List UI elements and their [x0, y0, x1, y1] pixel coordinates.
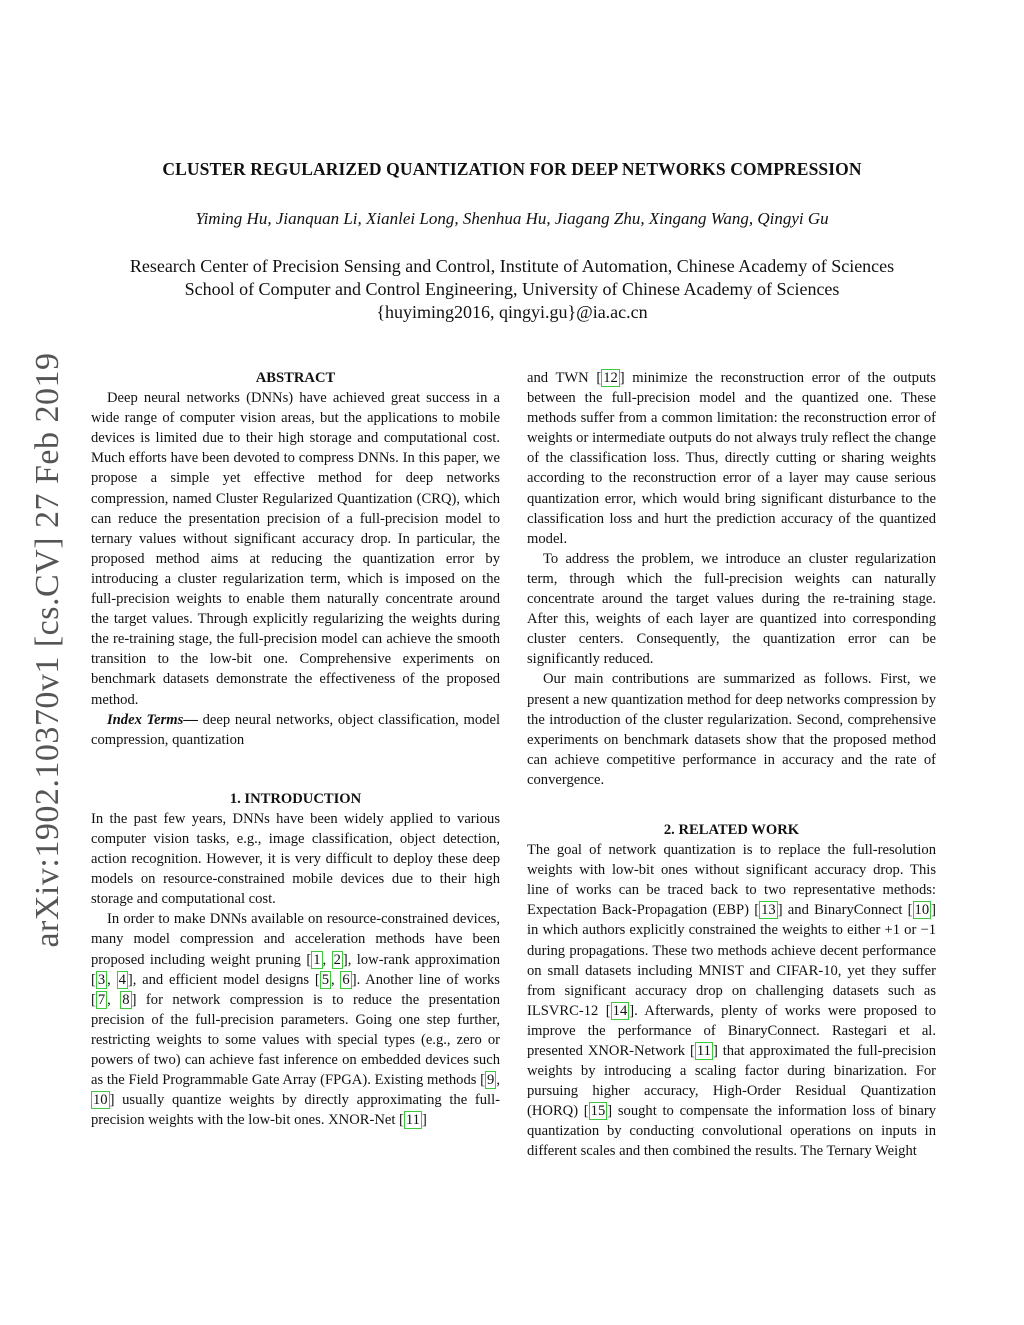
citation-link[interactable]: 11: [405, 1112, 420, 1129]
text-run: ,: [496, 1072, 500, 1089]
related-work-heading: 2. RELATED WORK: [663, 821, 800, 838]
citation-link[interactable]: 3: [97, 971, 106, 988]
text-run: ] minimize the reconstruction error of the outputs between the full-precision model and the quantized one. These methods suffer from a common limitation: the reconstruction error of weights or intermediate outputs do not always truly reflect the change of the classification loss. Thus, directly cutting or sharing weights according to the reconstruction error of a layer may cause serious quantization error, which would bring significant disturbance to the classification loss and hurt the prediction accuracy of the quantized model.: [527, 370, 936, 547]
citation-link[interactable]: 1: [313, 951, 321, 968]
arxiv-identifier: arXiv:1902.10370v1 [cs.CV] 27 Feb 2019: [29, 352, 66, 948]
citation-link[interactable]: 4: [118, 971, 126, 988]
problem-paragraph: To address the problem, we introduce an cluster regularization term, through which the full-precision weights can naturally concentrate around the target values during the re-training stage. After this, weights of each layer are quantized into corresponding cluster centers. Consequently, the quantization error can be significantly reduced.: [527, 550, 936, 668]
text-run: ] for network compression is to reduce the presentation precision of the full-precision parameters. Going one step further, restricting weights to some values with special types (e.g., zero or powers of two) can achieve fast inference on embedded devices such as the Field Programmable Gate Array (FPGA). Existing methods [: [91, 991, 500, 1089]
text-run: ]. Afterwards, plenty of works were proposed to improve the performance of BinaryConnect. Rastegari et al. presented XNOR-Network [: [527, 1002, 936, 1059]
text-run: ], and efficient model designs [: [127, 971, 320, 988]
paper-title: CLUSTER REGULARIZED QUANTIZATION FOR DEEP NETWORKS COMPRESSION: [162, 159, 862, 179]
author-email: {huyiming2016, qingyi.gu}@ia.ac.cn: [376, 302, 648, 322]
text-run: ]: [421, 1112, 427, 1129]
citation-link[interactable]: 12: [603, 370, 618, 386]
text-run: ,: [107, 991, 121, 1008]
citation-link[interactable]: 8: [122, 991, 130, 1008]
text-run: ]. Another line of works [: [91, 971, 500, 1008]
text-run: ] usually quantize weights by directly approximating the full-precision weights with the low-bit ones. XNOR-Net [: [91, 1092, 500, 1129]
citation-link[interactable]: 2: [333, 951, 341, 968]
related-work-paragraph: [527, 840, 936, 1162]
citation-link[interactable]: 6: [342, 971, 350, 988]
index-terms: [91, 710, 500, 750]
introduction-heading: 1. INTRODUCTION: [229, 790, 362, 807]
text-run: The goal of network quantization is to replace the full-resolution weights with low-bit ones without significant accuracy drop. This line of works can be traced back to two representative methods: Expectation Back-Propagation (EBP) [: [527, 842, 936, 919]
affiliation-line-2: School of Computer and Control Engineering, University of Chinese Academy of Sciences: [184, 279, 840, 299]
left-column: [91, 368, 500, 1130]
author-list: Yiming Hu, Jianquan Li, Xianlei Long, Shenhua Hu, Jiagang Zhu, Xingang Wang, Qingyi Gu: [195, 209, 829, 228]
affiliation-line-1: Research Center of Precision Sensing and Control, Institute of Automation, Chinese Academy of Sciences: [129, 256, 895, 276]
text-run: In order to make DNNs available on resource-constrained devices, many model compression and acceleration methods have been proposed including weight pruning [: [91, 911, 500, 968]
text-run: ], low-rank approximation [: [91, 951, 501, 988]
citation-link[interactable]: 15: [590, 1103, 606, 1120]
text-run: ,: [331, 971, 341, 988]
citation-link[interactable]: 10: [914, 902, 930, 919]
citation-link[interactable]: 5: [321, 971, 330, 988]
text-run: and TWN [: [527, 370, 602, 386]
text-run: ] in which authors explicitly constrained the weights to either +1 or −1 during propagations. These two methods achieve decent performance on small datasets including MNIST and CIFAR-10, yet they suffer from significant accuracy drop on challenging datasets such as ILSVRC-12 [: [527, 902, 937, 1019]
citation-link[interactable]: 7: [97, 991, 106, 1008]
text-run: ] sought to compensate the information loss of binary quantization by conducting convolutional operations on inputs in different scales and then combined the results. The Ternary Weight: [527, 1103, 936, 1160]
introduction-paragraph-2: [91, 909, 500, 1130]
text-run: ,: [322, 951, 332, 968]
intro-continued-paragraph: [527, 368, 936, 549]
right-column: [527, 368, 936, 1162]
citation-link[interactable]: 11: [696, 1043, 711, 1059]
text-run: ] that approximated the full-precision weights by introducing a scaling factor during binarization. For pursuing higher accuracy, High-Order Residual Quantization (HORQ) [: [527, 1043, 936, 1120]
index-terms-label: Index Terms—: [107, 711, 198, 728]
abstract-body: Deep neural networks (DNNs) have achieved great success in a wide range of computer vision areas, but the applications to mobile devices is limited due to their high storage and computational cost. Much efforts have been devoted to compress DNNs. In this paper, we propose a simple yet effective method for deep networks compression, named Cluster Regularized Quantization (CRQ), which can reduce the presentation precision of a full-precision model to ternary values without significant accuracy drop. In particular, the proposed method aims at reducing the quantization error by introducing a cluster regularization term, which is imposed on the full-precision weights to enable them naturally concentrate around the target values. Through explicitly regularizing the weights during the re-training stage, the full-precision model can achieve the smooth transition to the low-bit one. Comprehensive experiments on benchmark datasets demonstrate the effectiveness of the proposed method.: [91, 390, 500, 708]
contributions-paragraph: Our main contributions are summarized as follows. First, we present a new quantization method for deep networks compression by the introduction of the cluster regularization. Second, comprehensive experiments on benchmark datasets show that the proposed method can achieve competitive performance in accuracy and the rate of convergence.: [527, 671, 936, 788]
abstract-heading: ABSTRACT: [255, 370, 336, 386]
citation-link[interactable]: 13: [761, 902, 776, 919]
citation-link[interactable]: 14: [612, 1002, 628, 1019]
text-run: ] and BinaryConnect [: [777, 902, 913, 919]
affiliations: [0, 255, 1024, 324]
arxiv-sidebar: [28, 350, 68, 950]
citation-link[interactable]: 9: [487, 1072, 495, 1089]
introduction-paragraph-1: In the past few years, DNNs have been widely applied to various computer vision tasks, e.g., image classification, object detection, action recognition. However, it is very difficult to deploy these deep models on resource-constrained mobile devices due to their high storage and computational cost.: [91, 810, 500, 908]
text-run: ,: [107, 971, 117, 988]
citation-link[interactable]: 10: [93, 1092, 108, 1109]
index-terms-text: deep neural networks, object classification, model compression, quantization: [91, 711, 500, 748]
